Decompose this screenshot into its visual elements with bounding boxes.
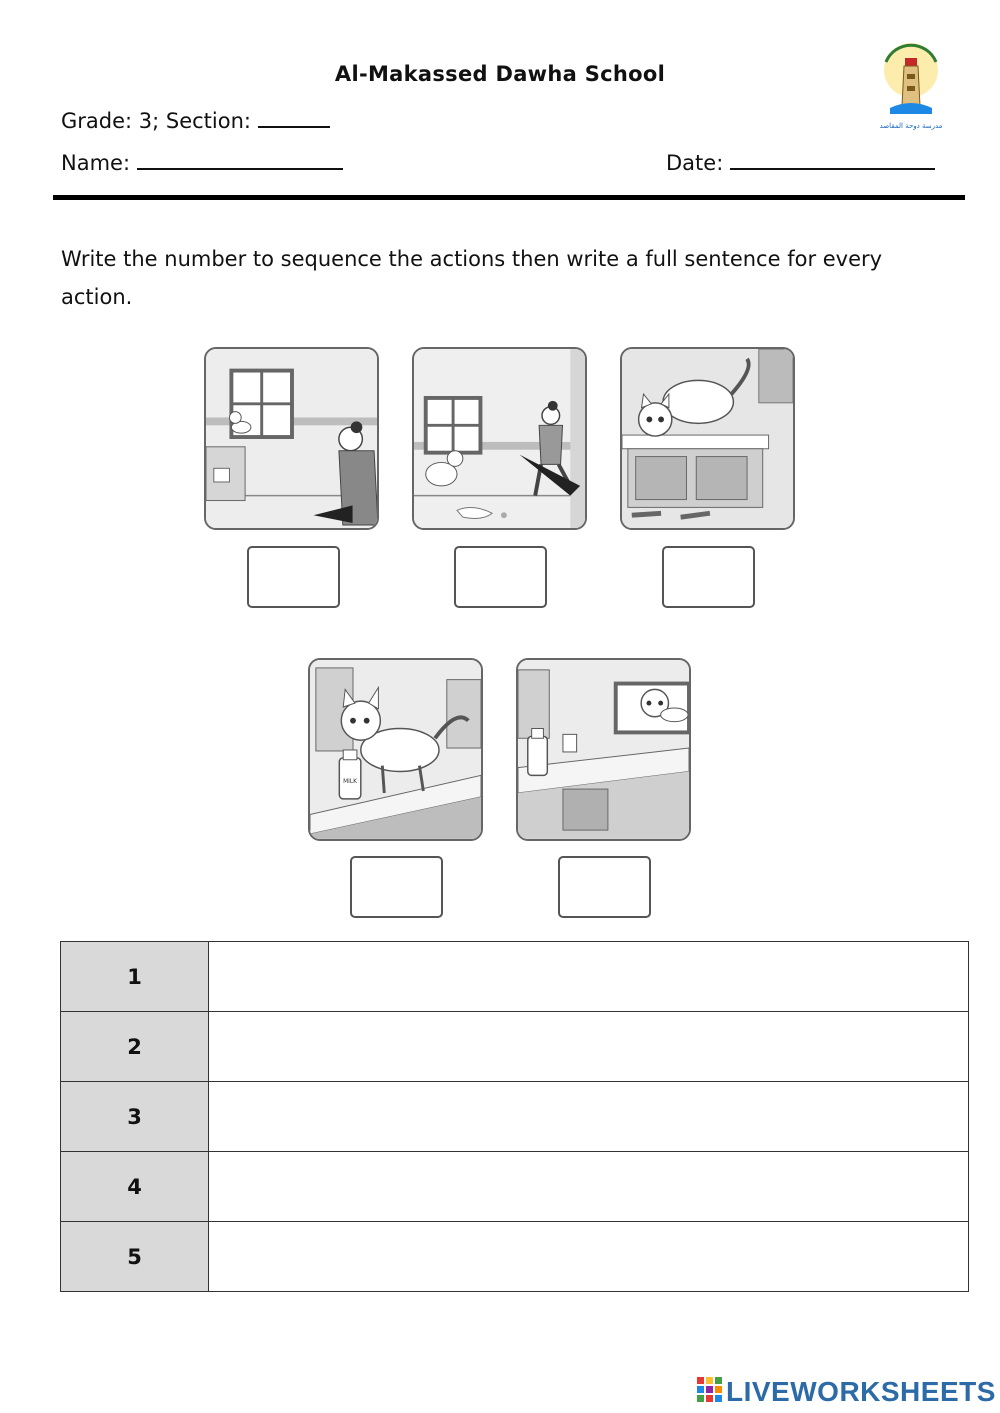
sentence-input[interactable] <box>209 1012 969 1082</box>
row-number: 5 <box>61 1222 209 1292</box>
table-row <box>61 1152 969 1222</box>
school-logo <box>876 40 946 135</box>
row-number: 3 <box>61 1082 209 1152</box>
date-label: Date: <box>666 151 724 175</box>
name-line <box>61 150 343 175</box>
sentence-table <box>60 941 969 1292</box>
brand-text: LIVEWORKSHEETS <box>726 1376 996 1407</box>
grade-label: Grade: 3; Section: <box>61 109 251 133</box>
row-number: 1 <box>61 942 209 1012</box>
date-line <box>666 150 935 175</box>
liveworksheets-logo-icon <box>697 1377 723 1407</box>
table-row <box>61 1222 969 1292</box>
name-label: Name: <box>61 151 131 175</box>
school-title: Al-Makassed Dawha School <box>334 62 666 86</box>
picture-2 <box>412 347 587 530</box>
date-input[interactable] <box>730 150 935 170</box>
picture-3 <box>620 347 795 530</box>
name-input[interactable] <box>137 150 343 170</box>
picture-5 <box>516 658 691 841</box>
row-number: 2 <box>61 1012 209 1082</box>
instruction-text: Write the number to sequence the actions then write a full sentence for every action. <box>61 247 883 309</box>
table-row <box>61 942 969 1012</box>
grade-section-line <box>61 108 330 133</box>
sentence-input[interactable] <box>209 1082 969 1152</box>
sentence-input[interactable] <box>209 1222 969 1292</box>
section-input[interactable] <box>258 108 330 128</box>
cat-knocks-over-bottles-icon <box>622 349 793 528</box>
picture-1 <box>204 347 379 530</box>
logo-arabic-text: مدرسة دوحة المقاصد <box>879 122 943 130</box>
girl-sees-cat-in-window-icon <box>206 349 377 528</box>
answer-box-3[interactable] <box>662 546 755 608</box>
liveworksheets-brand[interactable] <box>697 1376 996 1408</box>
answer-box-5[interactable] <box>558 856 651 918</box>
picture-4 <box>308 658 483 841</box>
header-divider <box>53 195 965 200</box>
answer-box-2[interactable] <box>454 546 547 608</box>
answer-box-1[interactable] <box>247 546 340 608</box>
table-row <box>61 1082 969 1152</box>
cat-peeks-through-window-icon <box>518 660 689 839</box>
girl-chases-cat-with-broom-icon <box>414 349 585 528</box>
table-row <box>61 1012 969 1082</box>
milk-label: MILK <box>343 779 358 786</box>
sentence-input[interactable] <box>209 942 969 1012</box>
row-number: 4 <box>61 1152 209 1222</box>
cat-with-milk-bottle-icon <box>310 660 481 839</box>
answer-box-4[interactable] <box>350 856 443 918</box>
sentence-input[interactable] <box>209 1152 969 1222</box>
